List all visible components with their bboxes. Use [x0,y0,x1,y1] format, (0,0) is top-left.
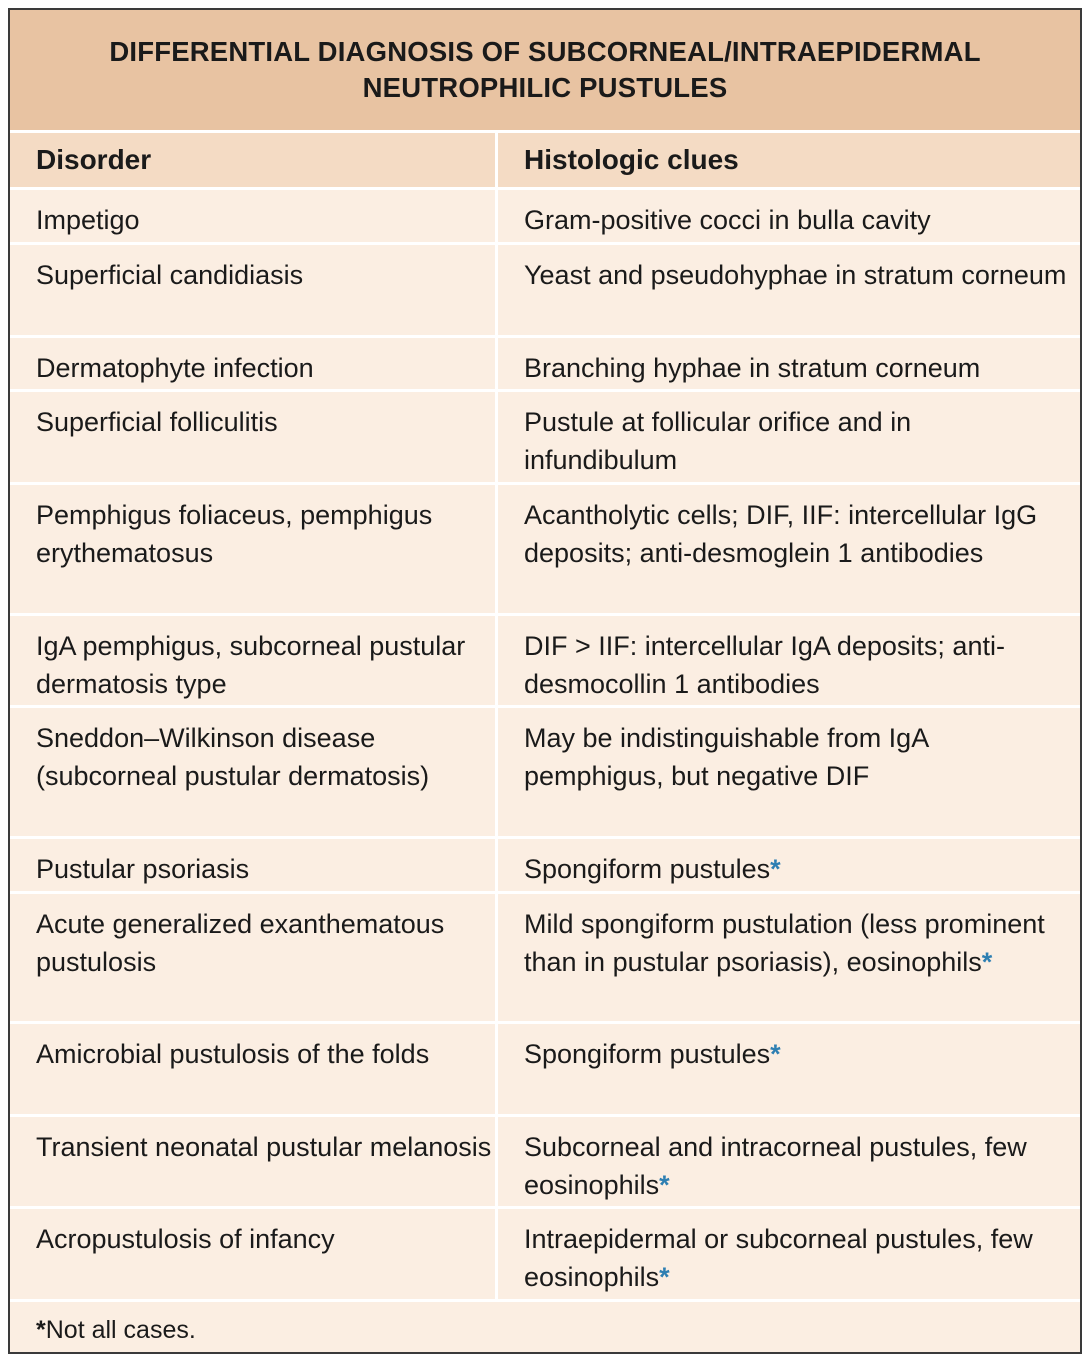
clues-text: Acantholytic cells; DIF, IIF: intercellular IgG deposits; anti-desmoglein 1 antibodies [524,500,1038,568]
table-row [10,1209,1080,1302]
table-title [10,10,1080,133]
clues-cell [498,708,1080,836]
clues-text: May be indistinguishable from IgA pemphigus, but negative DIF [524,723,928,791]
clues-text: Gram-positive cocci in bulla cavity [524,205,931,235]
disorder-cell: Pustular psoriasis [10,839,498,891]
disorder-cell: Superficial folliculitis [10,392,498,482]
clues-text: Mild spongiform pustulation (less prominent than in pustular psoriasis), eosinophils [524,909,1045,977]
footnote-marker: * [659,1262,670,1292]
clues-text: Branching hyphae in stratum corneum [524,353,981,383]
table-row [10,616,1080,708]
clues-text: Spongiform pustules [524,1039,771,1069]
table-row [10,839,1080,894]
disorder-cell: Acute generalized exanthematous pustulosis [10,894,498,1021]
table-row [10,190,1080,245]
table-container [8,8,1082,1354]
footnote-marker: * [770,854,781,884]
disorder-cell: Amicrobial pustulosis of the folds [10,1024,498,1114]
table-row [10,485,1080,616]
table-footnote [10,1302,1080,1354]
table-body [10,190,1080,1302]
clues-cell [498,1209,1080,1299]
disorder-cell: Sneddon–Wilkinson disease (subcorneal pustular dermatosis) [10,708,498,836]
clues-text: DIF > IIF: intercellular IgA deposits; anti-desmocollin 1 antibodies [524,631,1005,699]
footnote-marker: * [981,947,993,977]
disorder-cell: Superficial candidiasis [10,245,498,335]
footnote-marker: * [770,1039,781,1069]
table-row [10,1117,1080,1209]
disorder-cell: IgA pemphigus, subcorneal pustular dermatosis type [10,616,498,705]
disorder-cell: Dermatophyte infection [10,338,498,389]
table-row [10,894,1080,1024]
footnote-marker: * [659,1170,670,1200]
disorder-cell: Acropustulosis of infancy [10,1209,498,1299]
clues-cell [498,1024,1080,1114]
clues-text: Yeast and pseudohyphae in stratum corneum [524,260,1067,290]
clues-cell [498,190,1080,242]
table-row [10,708,1080,839]
clues-cell [498,245,1080,335]
clues-cell [498,338,1080,389]
table-row [10,245,1080,338]
table-row [10,338,1080,392]
footnote-star: * [36,1316,46,1344]
table-row [10,392,1080,485]
clues-text: Subcorneal and intracorneal pustules, few eosinophils [524,1132,1027,1200]
disorder-cell: Transient neonatal pustular melanosis [10,1117,498,1206]
clues-text: Spongiform pustules [524,854,771,884]
clues-cell [498,616,1080,705]
table-title-line-1: DIFFERENTIAL DIAGNOSIS OF SUBCORNEAL/INTRAEPIDERMAL [109,36,981,67]
clues-cell [498,1117,1080,1206]
clues-text: Intraepidermal or subcorneal pustules, few eosinophils [524,1224,1033,1292]
footnote-text: Not all cases. [45,1316,196,1344]
clues-cell [498,894,1080,1021]
table-row [10,1024,1080,1117]
disorder-cell: Pemphigus foliaceus, pemphigus erythematosus [10,485,498,613]
clues-cell [498,485,1080,613]
clues-text: Pustule at follicular orifice and in infundibulum [524,407,912,475]
clues-cell [498,392,1080,482]
column-header-disorder: Disorder [10,133,498,187]
disorder-cell: Impetigo [10,190,498,242]
clues-cell [498,839,1080,891]
column-header-histologic-clues: Histologic clues [524,144,739,175]
table-header [10,133,1080,190]
table-title-line-2: NEUTROPHILIC PUSTULES [362,72,728,103]
